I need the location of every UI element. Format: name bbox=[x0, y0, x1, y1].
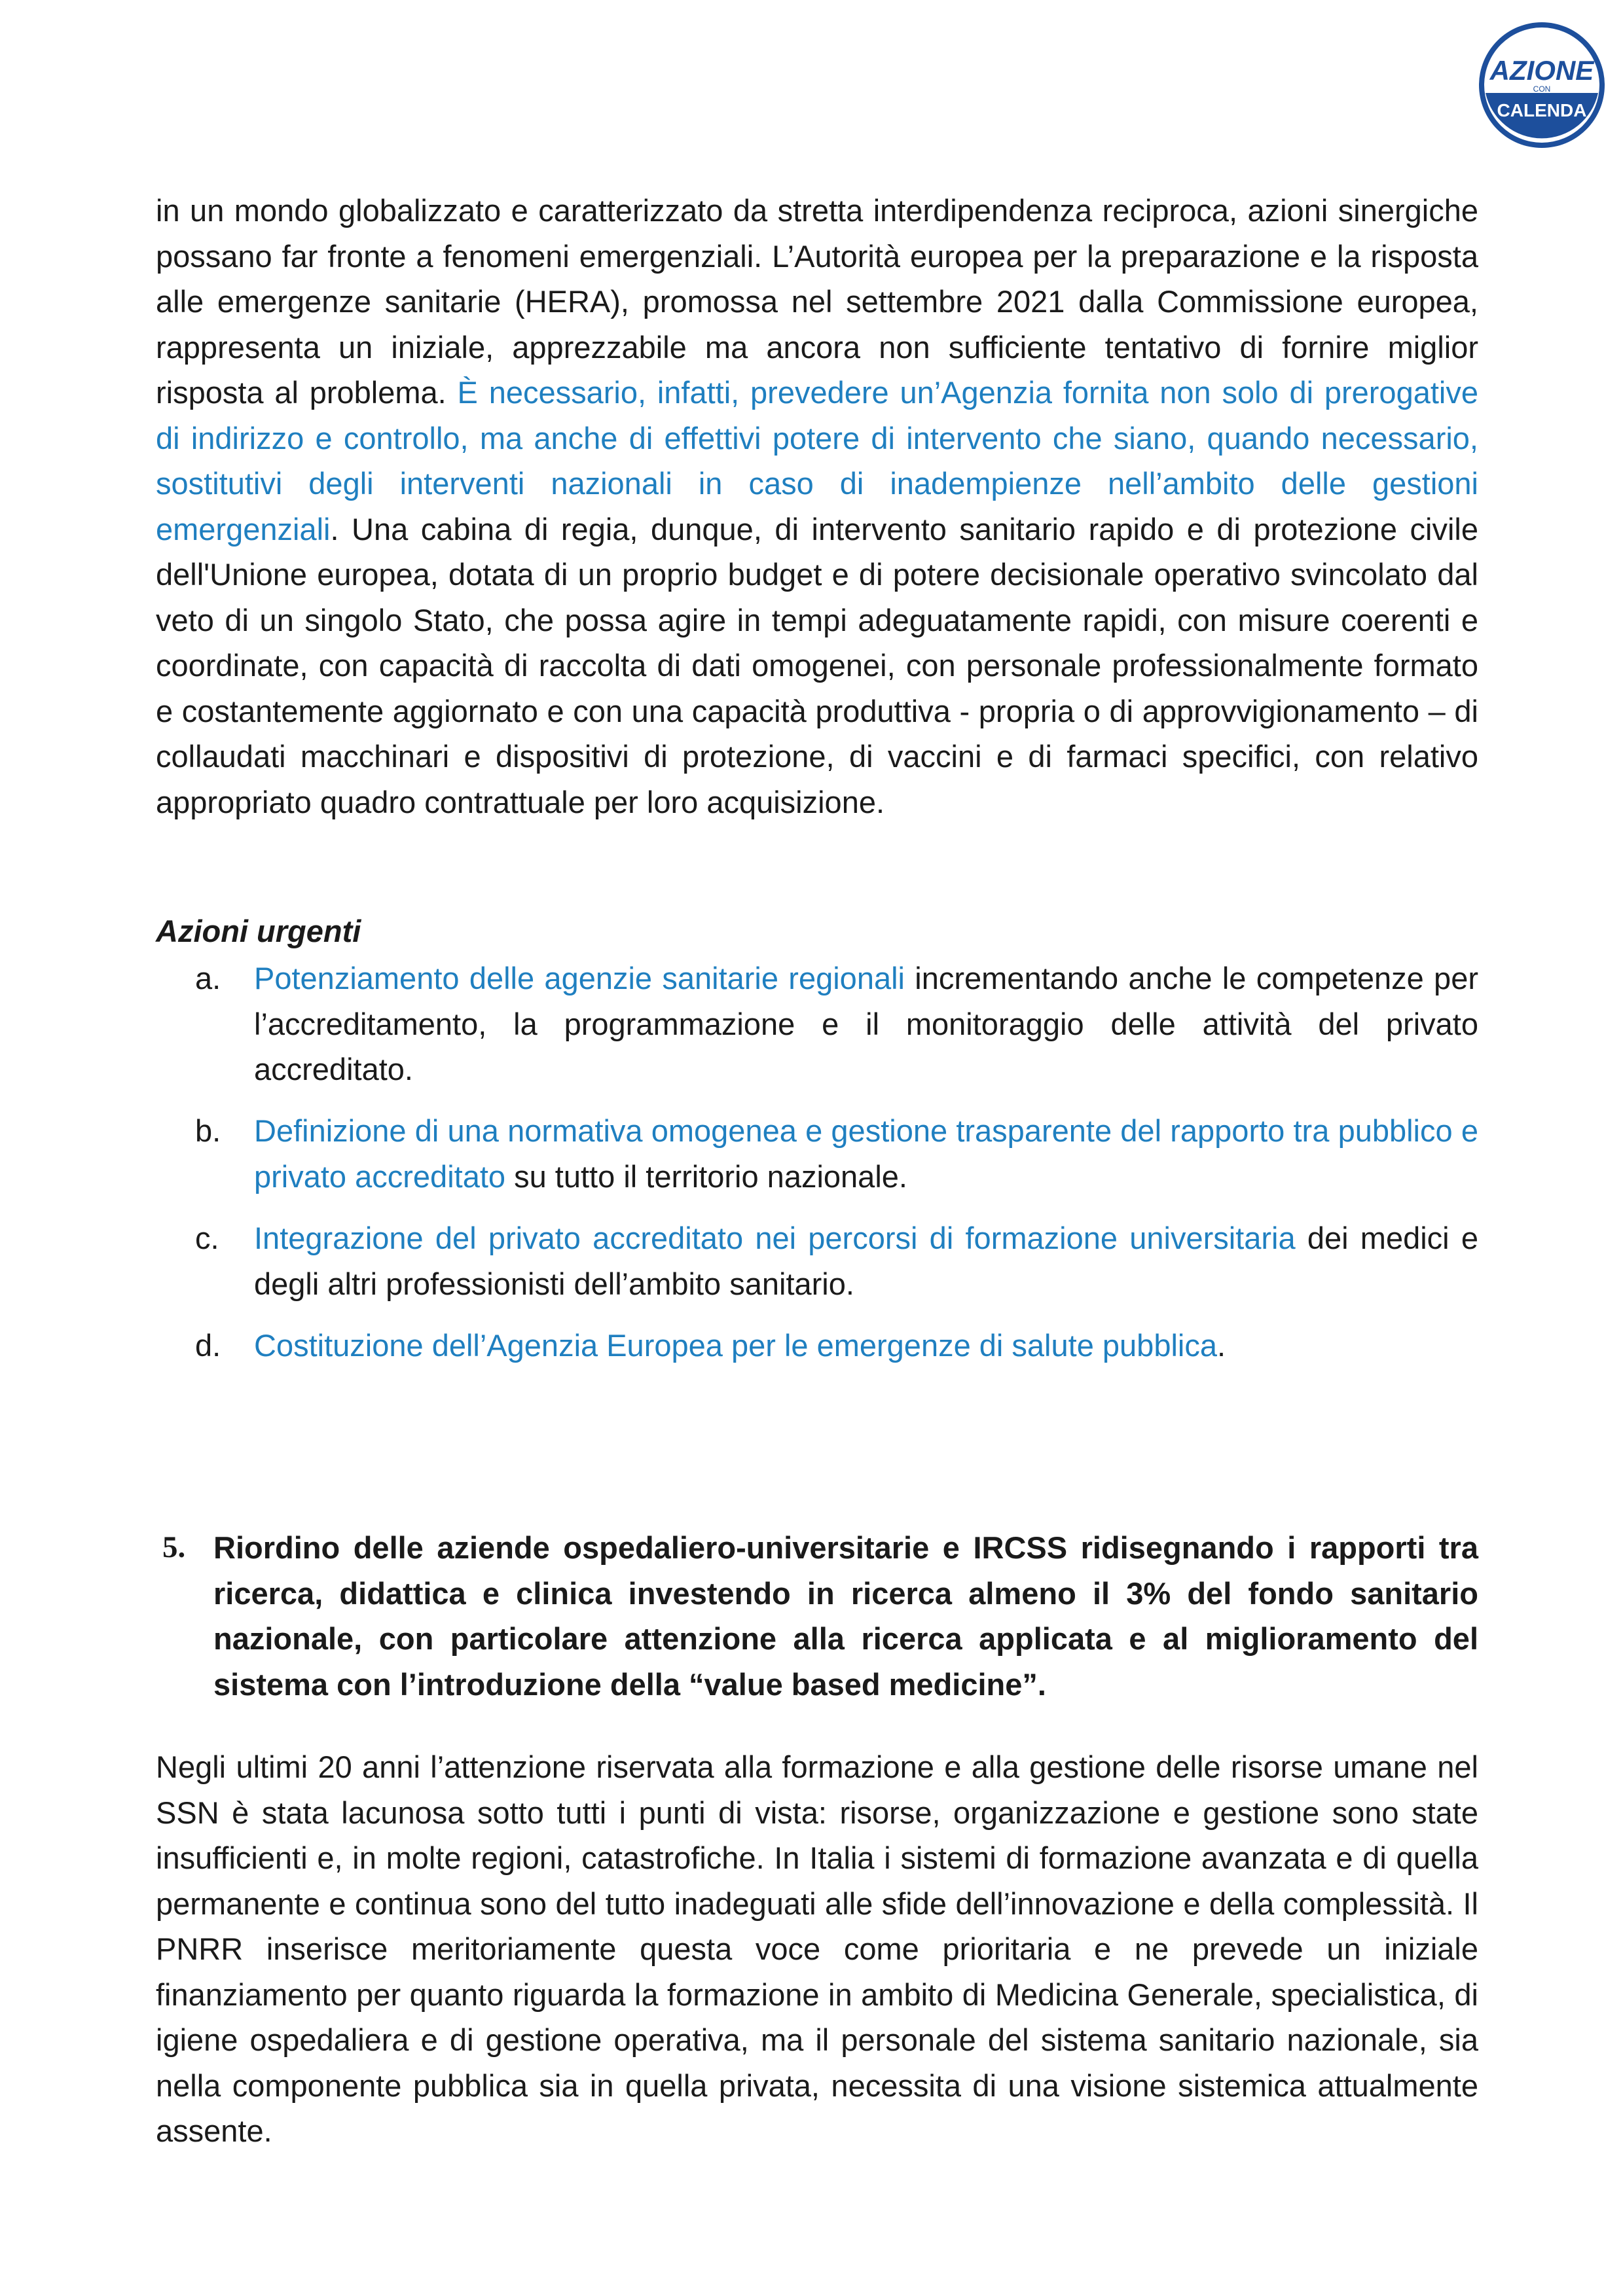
urgent-actions-heading: Azioni urgenti bbox=[156, 914, 361, 948]
list-item-rest: incrementando anche le competenze per l’accreditamento, la programmazione e il monitoraggio delle attività del privato accreditato. bbox=[254, 961, 1478, 1086]
azione-calenda-logo bbox=[1476, 20, 1607, 151]
logo-small-text: CON bbox=[1533, 84, 1551, 94]
closing-paragraph: Negli ultimi 20 anni l’attenzione riservata alla formazione e alla gestione delle risorse umane nel SSN è stata lacunosa sotto tutti i punti di vista: risorse, organizzazione e gestione sono state insufficienti e, in molte regioni, catastrofiche. In Italia i sistemi di formazione avanzata e di quella permanente e continua sono del tutto inadeguati alle sfide dell’innovazione e della complessità. Il PNRR inserisce meritoriamente questa voce come prioritaria e ne prevede un iniziale finanziamento per quanto riguarda la formazione in ambito di Medicina Generale, specialistica, di igiene ospedaliera e di gestione operativa, ma il personale del sistema sanitario nazionale, sia nella componente pubblica sia in quella privata, necessita di una visione sistemica attualmente assente. bbox=[156, 1749, 1478, 2148]
list-item-highlight: Costituzione dell’Agenzia Europea per le emergenze di salute pubblica bbox=[254, 1328, 1217, 1363]
list-marker: d. bbox=[195, 1328, 221, 1363]
list-item-text bbox=[254, 1215, 1478, 1306]
list-item-highlight: Definizione di una normativa omogenea e gestione trasparente del rapporto tra pubblico e privato accreditato bbox=[254, 1113, 1478, 1194]
section-title: Riordino delle aziende ospedaliero-universitarie e IRCSS ridisegnando i rapporti tra ricerca, didattica e clinica investendo in ricerca almeno il 3% del fondo sanitario nazionale, con particolare attenzione alla ricerca applicata e al miglioramento del sistema con l’introduzione della “value based medicine”. bbox=[213, 1530, 1478, 1702]
intro-highlight: È necessario, infatti, prevedere un’Agenzia fornita non solo di prerogative di indirizzo e controllo, ma anche di effettivi potere di intervento che siano, quando necessario, sostitutivi degli interventi nazionali in caso di inadempienze nell’ambito delle gestioni emergenziali bbox=[156, 375, 1478, 547]
list-item-rest: su tutto il territorio nazionale. bbox=[505, 1158, 907, 1194]
list-marker: c. bbox=[195, 1221, 219, 1255]
intro-text-1: in un mondo globalizzato e caratterizzato da stretta interdipendenza reciproca, azioni sinergiche possano far fronte a fenomeni emergenziali. L’Autorità europea per la preparazione e la risposta alle emergenze sanitarie (HERA), promossa nel settembre 2021 dalla Commissione europea, rappresenta un iniziale, apprezzabile ma ancora non sufficiente tentativo di fornire miglior risposta al problema. bbox=[156, 193, 1478, 410]
list-item-rest: . bbox=[1216, 1328, 1226, 1363]
list-item-rest: dei medici e degli altri professionisti dell’ambito sanitario. bbox=[254, 1221, 1478, 1301]
logo-top-text: AZIONE bbox=[1489, 55, 1594, 86]
list-marker: a. bbox=[195, 961, 221, 996]
list-marker: b. bbox=[195, 1113, 221, 1148]
list-item-text bbox=[254, 1108, 1478, 1199]
list-item-highlight: Integrazione del privato accreditato nei percorsi di formazione universitaria bbox=[254, 1221, 1296, 1255]
logo-badge-icon bbox=[1476, 20, 1607, 151]
list-item-highlight: Potenziamento delle agenzie sanitarie regionali bbox=[254, 961, 905, 996]
section-number: 5. bbox=[162, 1530, 186, 1564]
intro-text-3: . Una cabina di regia, dunque, di intervento sanitario rapido e di protezione civile dell'Unione europea, dotata di un proprio budget e di potere decisionale operativo svincolato dal veto di un singolo Stato, che possa agire in tempi adeguatamente rapidi, con misure coerenti e coordinate, con capacità di raccolta di dati omogenei, con personale professionalmente formato e costantemente aggiornato e con una capacità produttiva - propria o di approvvigionamento – di collaudati macchinari e dispositivi di protezione, di vaccini e di farmaci specifici, con relativo appropriato quadro contrattuale per loro acquisizione. bbox=[156, 511, 1478, 819]
logo-bottom-text: CALENDA bbox=[1497, 100, 1587, 120]
intro-paragraph bbox=[156, 188, 1478, 825]
list-item-text bbox=[254, 1323, 1478, 1369]
list-item-text bbox=[254, 956, 1478, 1092]
